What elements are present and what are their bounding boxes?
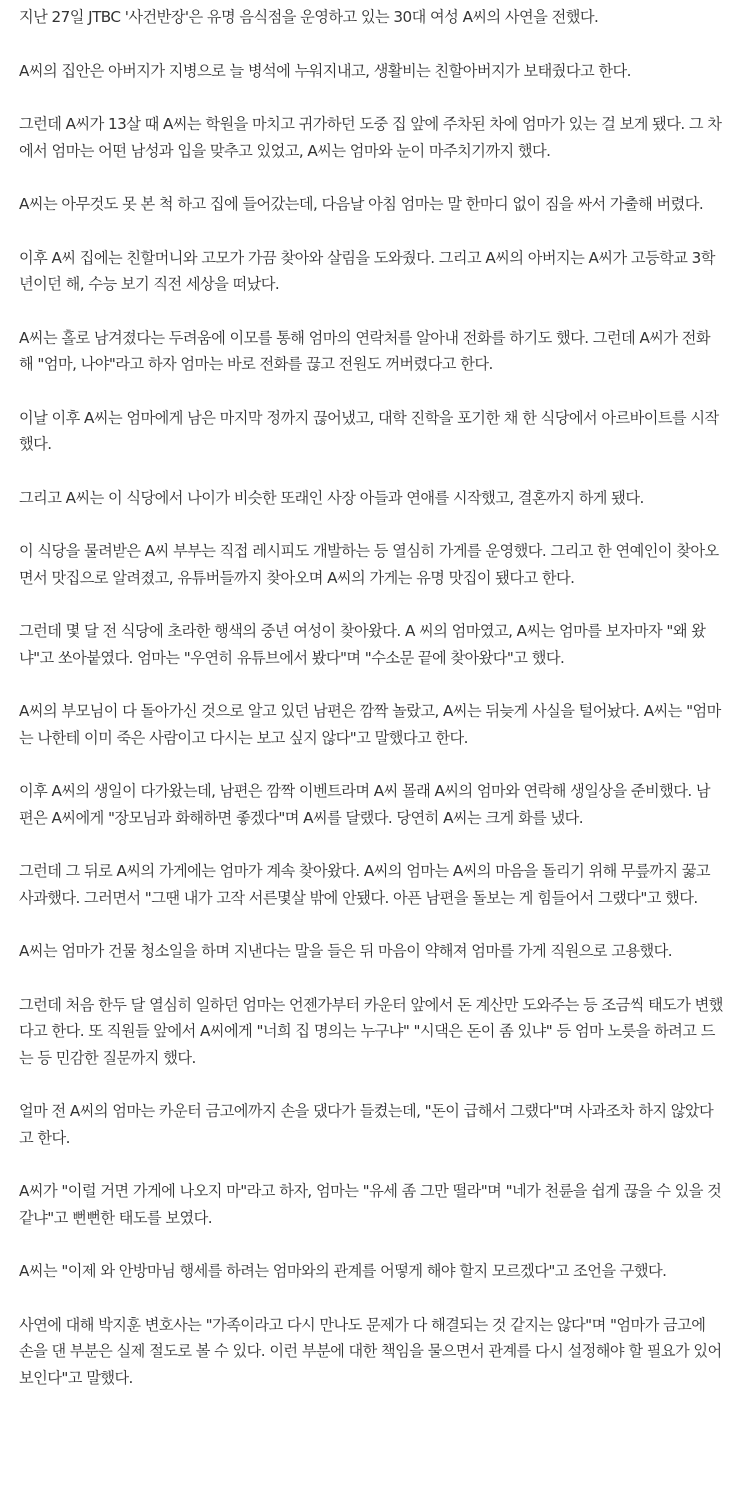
article-paragraph: 이날 이후 A씨는 엄마에게 남은 마지막 정까지 끊어냈고, 대학 진학을 포기한 채 한 식당에서 아르바이트를 시작했다. (19, 408, 719, 453)
article-body (19, 4, 723, 1418)
article-paragraph: 이 식당을 물려받은 A씨 부부는 직접 레시피도 개발하는 등 열심히 가게를 운영했다. 그리고 한 연예인이 찾아오면서 맛집으로 알려졌고, 유튜버들까지 찾아오며 A씨의 가게는 유명 맛집이 됐다고 한다. (19, 542, 719, 587)
article-paragraph: A씨는 "이제 와 안방마님 행세를 하려는 엄마와의 관계를 어떻게 해야 할지 모르겠다"고 조언을 구했다. (19, 1262, 667, 1280)
article-paragraph: 이후 A씨 집에는 친할머니와 고모가 가끔 찾아와 살림을 도와줬다. 그리고 A씨의 아버지는 A씨가 고등학교 3학년이던 해, 수능 보기 직전 세상을 떠났다. (19, 248, 715, 293)
article-paragraph: 그런데 A씨가 13살 때 A씨는 학원을 마치고 귀가하던 도중 집 앞에 주차된 차에 엄마가 있는 걸 보게 됐다. 그 차에서 엄마는 어떤 남성과 입을 맞추고 있었고, A씨는 엄마와 눈이 마주치기까지 했다. (19, 115, 722, 160)
article-paragraph: 사연에 대해 박지훈 변호사는 "가족이라고 다시 만나도 문제가 다 해결되는 것 같지는 않다"며 "엄마가 금고에 손을 댄 부분은 실제 절도로 볼 수 있다. 이런 부분에 대한 책임을 물으면서 관계를 다시 설정해야 할 필요가 있어 보인다"고 말했다. (19, 1315, 722, 1387)
article-paragraph: 그런데 처음 한두 달 열심히 일하던 엄마는 언젠가부터 카운터 앞에서 돈 계산만 도와주는 등 조금씩 태도가 변했다고 한다. 또 직원들 앞에서 A씨에게 "너희 집 명의는 누구냐" "시댁은 돈이 좀 있냐" 등 엄마 노릇을 하려고 드는 등 민감한 질문까지 했다. (19, 995, 723, 1067)
article-paragraph: A씨의 부모님이 다 돌아가신 것으로 알고 있던 남편은 깜짝 놀랐고, A씨는 뒤늦게 사실을 털어놨다. A씨는 "엄마는 나한테 이미 죽은 사람이고 다시는 보고 싶지 않다"고 말했다고 한다. (19, 702, 721, 747)
article-paragraph: A씨는 아무것도 못 본 척 하고 집에 들어갔는데, 다음날 아침 엄마는 말 한마디 없이 짐을 싸서 가출해 버렸다. (19, 195, 704, 213)
article-paragraph: 그런데 그 뒤로 A씨의 가게에는 엄마가 계속 찾아왔다. A씨의 엄마는 A씨의 마음을 돌리기 위해 무릎까지 꿇고 사과했다. 그러면서 "그땐 내가 고작 서른몇살 밖에 안됐다. 아픈 남편을 돌보는 게 힘들어서 그랬다"고 했다. (19, 862, 711, 907)
article-paragraph: 그런데 몇 달 전 식당에 초라한 행색의 중년 여성이 찾아왔다. A 씨의 엄마였고, A씨는 엄마를 보자마자 "왜 왔냐"고 쏘아붙였다. 엄마는 "우연히 유튜브에서 봤다"며 "수소문 끝에 찾아왔다"고 했다. (19, 622, 706, 667)
article-paragraph: 얼마 전 A씨의 엄마는 카운터 금고에까지 손을 댔다가 들켰는데, "돈이 급해서 그랬다"며 사과조차 하지 않았다고 한다. (19, 1102, 714, 1147)
article-paragraph: A씨는 엄마가 건물 청소일을 하며 지낸다는 말을 들은 뒤 마음이 약해져 엄마를 가게 직원으로 고용했다. (19, 942, 672, 960)
article-paragraph: A씨의 집안은 아버지가 지병으로 늘 병석에 누워지내고, 생활비는 친할아버지가 보태줬다고 한다. (19, 61, 631, 80)
article-paragraph: A씨는 홀로 남겨졌다는 두려움에 이모를 통해 엄마의 연락처를 알아내 전화를 하기도 했다. 그런데 A씨가 전화해 "엄마, 나야"라고 하자 엄마는 바로 전화를 끊고 전원도 꺼버렸다고 한다. (19, 328, 711, 373)
article-paragraph: 그리고 A씨는 이 식당에서 나이가 비슷한 또래인 사장 아들과 연애를 시작했고, 결혼까지 하게 됐다. (19, 488, 644, 507)
article-paragraph: 이후 A씨의 생일이 다가왔는데, 남편은 깜짝 이벤트라며 A씨 몰래 A씨의 엄마와 연락해 생일상을 준비했다. 남편은 A씨에게 "장모님과 화해하면 좋겠다"며 A씨를 달랬다. 당연히 A씨는 크게 화를 냈다. (19, 782, 711, 827)
article-paragraph: 지난 27일 JTBC '사건반장'은 유명 음식점을 운영하고 있는 30대 여성 A씨의 사연을 전했다. (19, 8, 599, 26)
article-paragraph: A씨가 "이럴 거면 가게에 나오지 마"라고 하자, 엄마는 "유세 좀 그만 떨라"며 "네가 천륜을 쉽게 끊을 수 있을 것 같냐"고 뻔뻔한 태도를 보였다. (19, 1182, 722, 1227)
